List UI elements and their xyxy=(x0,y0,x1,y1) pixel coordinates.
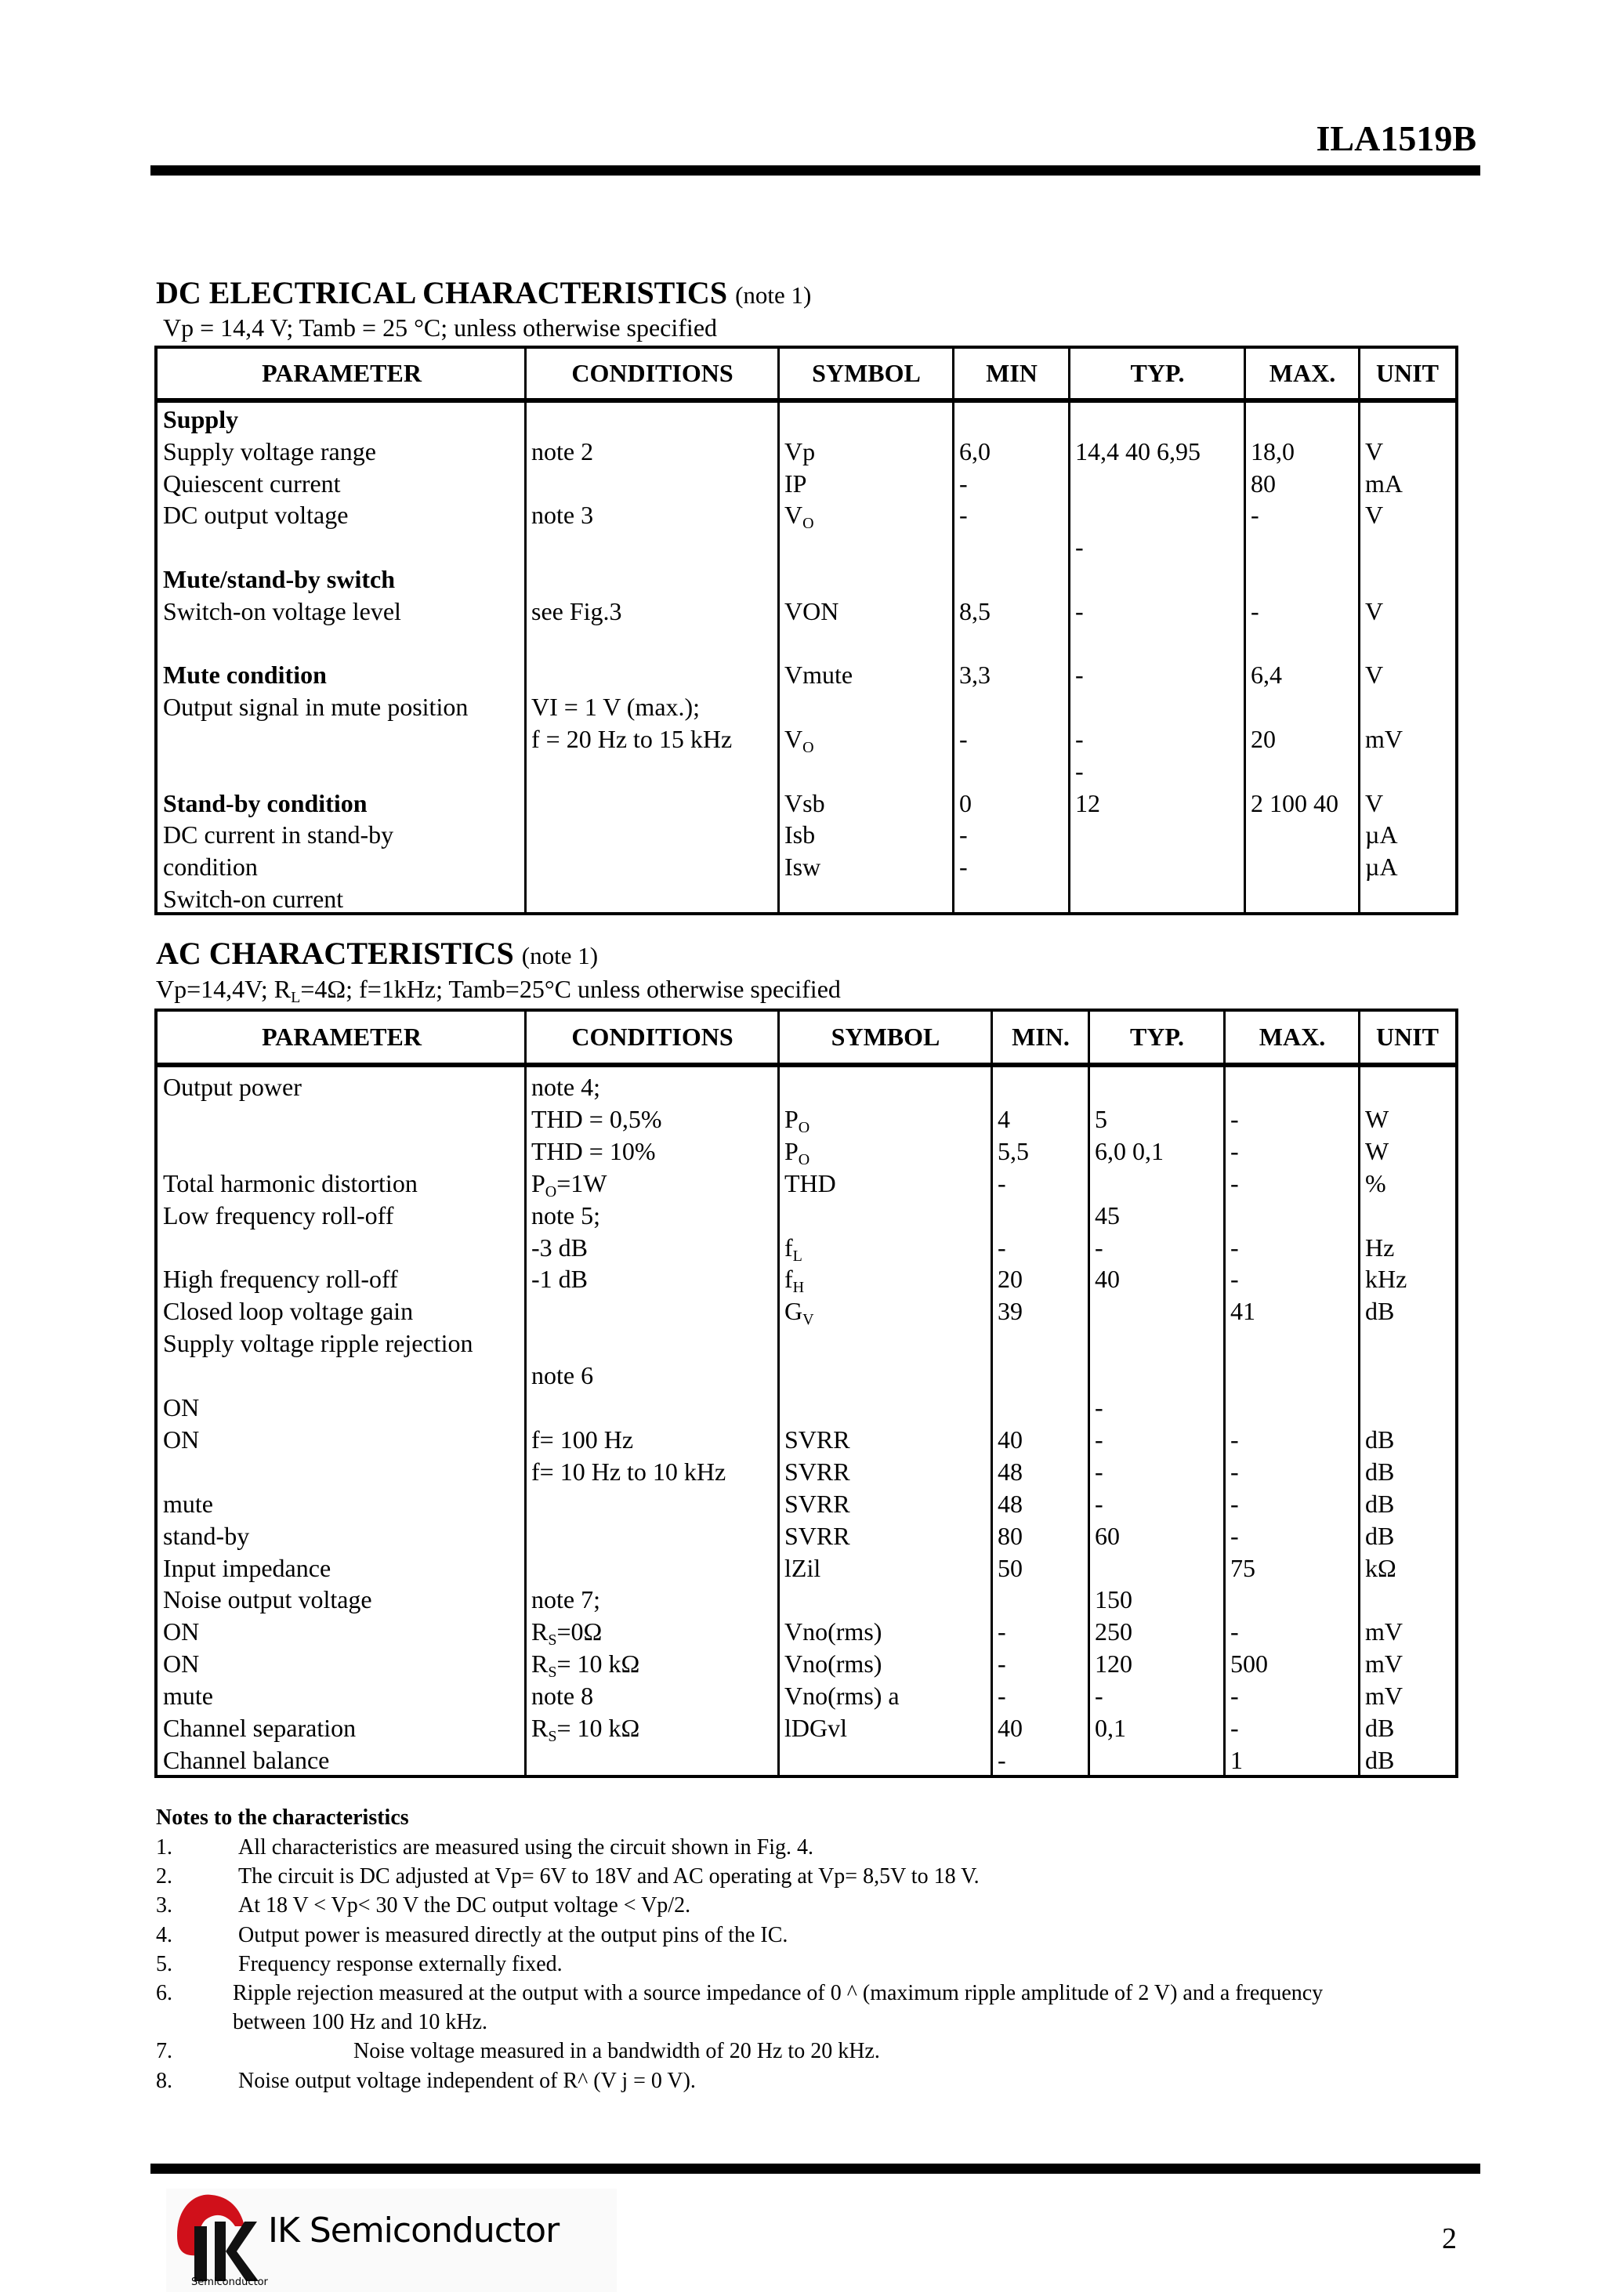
note-text-continued: between 100 Hz and 10 kHz. xyxy=(233,2010,488,2035)
ac-cell-min: 4 xyxy=(998,1104,1010,1133)
ik-semiconductor-logo xyxy=(166,2189,617,2292)
dc-cell-unit: µA xyxy=(1365,820,1398,849)
subscript: S xyxy=(548,1631,557,1650)
ac-cell-unit: mV xyxy=(1365,1617,1403,1646)
dc-cell-symbol: VON xyxy=(784,596,839,625)
ac-cell-min: - xyxy=(998,1682,1006,1711)
logo-text: IK Semiconductor xyxy=(268,2211,560,2251)
dc-cell-unit: V xyxy=(1365,788,1384,817)
ac-cell-typ: - xyxy=(1095,1425,1103,1454)
ac-cell-min: - xyxy=(998,1650,1006,1679)
header-symbol: SYMBOL xyxy=(831,1023,940,1051)
column-divider xyxy=(1244,349,1246,912)
ac-cell-typ: 5 xyxy=(1095,1104,1107,1133)
header-divider xyxy=(158,1063,1455,1067)
dc-cell-max: 2 100 40 xyxy=(1251,788,1338,817)
dc-cell-unit: mA xyxy=(1365,469,1403,498)
ac-cell-max: - xyxy=(1230,1265,1239,1294)
dc-cell-parameter: Switch-on current xyxy=(163,885,344,913)
ac-cell-unit: W xyxy=(1365,1136,1389,1165)
subscript: O xyxy=(798,1118,810,1136)
subscript: H xyxy=(792,1279,805,1297)
dc-cell-symbol: Vp xyxy=(784,436,816,465)
ac-cell-max: - xyxy=(1230,1168,1239,1197)
ac-cell-symbol: $f_H$ xyxy=(784,1265,805,1297)
header-max: MAX. xyxy=(1269,359,1336,387)
ac-cell-parameter: ON xyxy=(163,1425,200,1454)
ac-cell-min: 50 xyxy=(998,1553,1023,1582)
ac-cell-conditions: note 4; xyxy=(531,1073,600,1101)
ac-cell-unit: W xyxy=(1365,1104,1389,1133)
ac-cell-max: - xyxy=(1230,1682,1239,1711)
ac-title-text: AC CHARACTERISTICS xyxy=(156,936,514,971)
ac-cell-parameter: Closed loop voltage gain xyxy=(163,1297,414,1326)
ac-cell-symbol: $G_V$ xyxy=(784,1297,814,1329)
ac-cell-max: - xyxy=(1230,1714,1239,1742)
footer-rule xyxy=(150,2164,1480,2174)
dc-cell-conditions: note 3 xyxy=(531,501,594,530)
dc-cell-min: - xyxy=(959,469,968,498)
column-divider xyxy=(524,349,527,912)
ac-cell-typ: 150 xyxy=(1095,1585,1132,1614)
ac-cell-typ: 40 xyxy=(1095,1265,1120,1294)
note-text: All characteristics are measured using the circuit shown in Fig. 4. xyxy=(238,1835,814,1860)
ac-cell-symbol: Vno(rms) a xyxy=(784,1682,900,1711)
ac-cell-conditions: $R_S= 10$ kΩ xyxy=(531,1714,640,1745)
ac-cell-min: 48 xyxy=(998,1489,1023,1518)
ac-cell-parameter: High frequency roll-off xyxy=(163,1265,398,1294)
ac-cell-max: - xyxy=(1230,1104,1239,1133)
note-number: 3. xyxy=(156,1893,172,1918)
ac-cell-unit: dB xyxy=(1365,1297,1395,1326)
ac-cell-max: 41 xyxy=(1230,1297,1255,1326)
ac-cell-typ: - xyxy=(1095,1233,1103,1262)
dc-cell-symbol: $V_O$ xyxy=(784,501,814,533)
ac-subtitle-sub: L xyxy=(291,989,301,1006)
ac-cell-min: 40 xyxy=(998,1425,1023,1454)
ac-cell-symbol: lDGvl xyxy=(784,1714,847,1742)
ac-cell-typ: 6,0 0,1 xyxy=(1095,1136,1164,1165)
ac-cell-unit: dB xyxy=(1365,1457,1395,1486)
ac-cell-typ: - xyxy=(1095,1457,1103,1486)
note-number: 4. xyxy=(156,1922,172,1947)
ac-cell-min: 48 xyxy=(998,1457,1023,1486)
header-divider xyxy=(158,398,1455,403)
ac-cell-unit: dB xyxy=(1365,1425,1395,1454)
ac-cell-parameter: ON xyxy=(163,1650,200,1679)
subscript: S xyxy=(548,1664,557,1682)
ac-cell-max: - xyxy=(1230,1489,1239,1518)
dc-title-text: DC ELECTRICAL CHARACTERISTICS xyxy=(156,275,728,310)
ac-cell-max: - xyxy=(1230,1425,1239,1454)
ac-cell-symbol: THD xyxy=(784,1168,836,1197)
dc-cell-max: 18,0 xyxy=(1251,436,1295,465)
dc-cell-unit: µA xyxy=(1365,853,1398,882)
note-number: 5. xyxy=(156,1951,172,1976)
ac-cell-unit: dB xyxy=(1365,1489,1395,1518)
dc-cell-unit: V xyxy=(1365,501,1384,530)
note-text: Noise output voltage independent of R^ (V j = 0 V). xyxy=(238,2068,696,2093)
dc-cell-max: 80 xyxy=(1251,469,1276,498)
column-divider xyxy=(1068,349,1070,912)
ac-cell-max: - xyxy=(1230,1521,1239,1550)
dc-cell-typ: - xyxy=(1075,661,1084,690)
note-number: 7. xyxy=(156,2039,172,2064)
ac-cell-typ: - xyxy=(1095,1682,1103,1711)
ac-cell-parameter: mute xyxy=(163,1489,213,1518)
dc-cell-max: - xyxy=(1251,501,1259,530)
ac-cell-conditions: note 6 xyxy=(531,1361,594,1390)
dc-cell-parameter: Supply xyxy=(163,405,239,433)
ac-cell-unit: % xyxy=(1365,1168,1386,1197)
ac-cell-max: - xyxy=(1230,1136,1239,1165)
ac-cell-parameter: ON xyxy=(163,1393,200,1421)
header-conditions: CONDITIONS xyxy=(571,359,733,387)
dc-cell-typ: - xyxy=(1075,596,1084,625)
note-text: At 18 V < Vp< 30 V the DC output voltage < Vp/2. xyxy=(238,1893,691,1918)
dc-cell-conditions: see Fig.3 xyxy=(531,596,622,625)
dc-cell-symbol: IP xyxy=(784,469,807,498)
header-typ: TYP. xyxy=(1129,1023,1185,1051)
dc-cell-symbol: $V_O$ xyxy=(784,725,814,756)
column-divider xyxy=(1223,1012,1226,1775)
dc-cell-parameter: Mute/stand-by switch xyxy=(163,565,396,593)
ac-cell-conditions: $R_S= 10$ kΩ xyxy=(531,1650,640,1682)
note-text: The circuit is DC adjusted at Vp= 6V to 18V and AC operating at Vp= 8,5V to 18 V. xyxy=(238,1864,980,1889)
ac-cell-parameter: Low frequency roll-off xyxy=(163,1201,394,1229)
dc-cell-min: 6,0 xyxy=(959,436,991,465)
header-parameter: PARAMETER xyxy=(262,359,422,387)
dc-cell-max: 20 xyxy=(1251,725,1276,753)
ac-cell-min: 5,5 xyxy=(998,1136,1029,1165)
ac-cell-max: 1 xyxy=(1230,1745,1243,1774)
subscript: O xyxy=(802,515,814,533)
ac-cell-symbol: SVRR xyxy=(784,1521,850,1550)
dc-cell-conditions: VI = 1 V (max.); xyxy=(531,693,701,722)
ac-cell-max: - xyxy=(1230,1457,1239,1486)
subscript: O xyxy=(798,1150,810,1168)
dc-cell-min: - xyxy=(959,501,968,530)
ac-cell-max: 500 xyxy=(1230,1650,1268,1679)
ac-cell-symbol: lZil xyxy=(784,1553,821,1582)
dc-cell-unit: V xyxy=(1365,661,1384,690)
column-divider xyxy=(1358,1012,1360,1775)
subscript: O xyxy=(545,1182,557,1201)
dc-cell-typ: - xyxy=(1075,725,1084,753)
notes-heading: Notes to the characteristics xyxy=(156,1805,409,1830)
ac-cell-typ: 120 xyxy=(1095,1650,1132,1679)
note-text: Noise voltage measured in a bandwidth of 20 Hz to 20 kHz. xyxy=(353,2039,880,2064)
dc-cell-parameter: Output signal in mute position xyxy=(163,693,469,722)
ac-cell-typ: 60 xyxy=(1095,1521,1120,1550)
dc-cell-parameter: Switch-on voltage level xyxy=(163,596,401,625)
ac-cell-parameter: Output power xyxy=(163,1073,302,1101)
ac-cell-min: 80 xyxy=(998,1521,1023,1550)
ac-cell-parameter: Noise output voltage xyxy=(163,1585,372,1614)
subscript: V xyxy=(802,1311,814,1329)
note-text: Frequency response externally fixed. xyxy=(238,1951,563,1976)
dc-cell-parameter: Supply voltage range xyxy=(163,436,376,465)
header-typ: TYP. xyxy=(1130,359,1185,387)
ac-characteristics-table xyxy=(154,1009,1458,1778)
ac-cell-unit: mV xyxy=(1365,1682,1403,1711)
note-number: 6. xyxy=(156,1981,172,2005)
dc-cell-parameter: DC current in stand-by xyxy=(163,820,394,849)
note-text: Output power is measured directly at the output pins of the IC. xyxy=(238,1922,788,1947)
dc-cell-min: 3,3 xyxy=(959,661,991,690)
ac-cell-symbol: SVRR xyxy=(784,1457,850,1486)
ac-cell-parameter: Channel separation xyxy=(163,1714,357,1742)
logo-small-text: Semiconductor xyxy=(191,2276,268,2288)
dc-cell-min: 0 xyxy=(959,788,972,817)
column-divider xyxy=(952,349,954,912)
page-number: 2 xyxy=(1442,2222,1457,2255)
note-number: 2. xyxy=(156,1864,172,1889)
header-conditions: CONDITIONS xyxy=(571,1023,733,1051)
ac-cell-unit: mV xyxy=(1365,1650,1403,1679)
ac-cell-parameter: Supply voltage ripple rejection xyxy=(163,1329,473,1358)
dc-cell-min: 8,5 xyxy=(959,596,991,625)
ac-cell-typ: 45 xyxy=(1095,1201,1120,1229)
ac-cell-parameter: Total harmonic distortion xyxy=(163,1168,418,1197)
ac-cell-conditions: THD = 10% xyxy=(531,1136,656,1165)
ac-cell-conditions: -1 dB xyxy=(531,1265,588,1294)
header-symbol: SYMBOL xyxy=(812,359,921,387)
ac-cell-parameter: Input impedance xyxy=(163,1553,331,1582)
dc-cell-max: 6,4 xyxy=(1251,661,1282,690)
ac-subtitle xyxy=(156,975,841,1004)
document-id: ILA1519B xyxy=(1316,118,1476,158)
dc-cell-parameter: Stand-by condition xyxy=(163,788,368,817)
ac-cell-min: - xyxy=(998,1745,1006,1774)
header-unit: UNIT xyxy=(1375,1023,1439,1051)
ac-cell-conditions: f= 10 Hz to 10 kHz xyxy=(531,1457,726,1486)
ac-cell-symbol: SVRR xyxy=(784,1489,850,1518)
ac-subtitle-b: =4Ω; f=1kHz; Tamb=25°C unless otherwise specified xyxy=(300,975,841,1003)
column-divider xyxy=(1088,1012,1090,1775)
ac-cell-max: - xyxy=(1230,1617,1239,1646)
dc-title-note: (note 1) xyxy=(735,281,812,309)
subscript: S xyxy=(548,1728,557,1745)
dc-cell-typ: 14,4 40 6,95 xyxy=(1075,436,1201,465)
dc-subtitle: Vp = 14,4 V; Tamb = 25 °C; unless otherwise specified xyxy=(163,313,718,342)
ac-cell-conditions: note 5; xyxy=(531,1201,600,1229)
dc-cell-conditions: note 2 xyxy=(531,436,594,465)
ac-cell-typ: 250 xyxy=(1095,1617,1132,1646)
dc-cell-typ: - xyxy=(1075,533,1084,562)
dc-cell-min: - xyxy=(959,853,968,882)
dc-cell-symbol: Vsb xyxy=(784,788,825,817)
ac-cell-conditions: THD = 0,5% xyxy=(531,1104,662,1133)
ac-cell-unit: kHz xyxy=(1365,1265,1407,1294)
column-divider xyxy=(777,349,780,912)
ac-cell-symbol: $f_L$ xyxy=(784,1233,802,1265)
ac-cell-conditions: $R_S=0\Omega$ xyxy=(531,1617,603,1650)
dc-cell-unit: V xyxy=(1365,596,1384,625)
ac-subtitle-a: Vp=14,4V; R xyxy=(156,975,292,1003)
note-number: 1. xyxy=(156,1835,172,1860)
ac-cell-conditions: note 7; xyxy=(531,1585,600,1614)
ac-cell-parameter: ON xyxy=(163,1617,200,1646)
dc-cell-unit: mV xyxy=(1365,725,1403,753)
ac-cell-typ: 0,1 xyxy=(1095,1714,1126,1742)
dc-cell-min: - xyxy=(959,725,968,753)
ac-cell-symbol: $P_O$ xyxy=(784,1104,810,1136)
dc-cell-conditions: f = 20 Hz to 15 kHz xyxy=(531,725,733,753)
subscript: L xyxy=(792,1247,802,1265)
column-divider xyxy=(777,1012,780,1775)
header-max: MAX. xyxy=(1259,1023,1326,1051)
header-unit: UNIT xyxy=(1375,359,1439,387)
header-rule xyxy=(150,165,1480,176)
dc-characteristics-table xyxy=(154,346,1458,915)
ac-cell-typ: - xyxy=(1095,1489,1103,1518)
ac-cell-unit: Hz xyxy=(1365,1233,1395,1262)
ac-section-title xyxy=(156,935,598,972)
ac-cell-parameter: Channel balance xyxy=(163,1745,330,1774)
dc-section-title xyxy=(156,274,811,311)
note-number: 8. xyxy=(156,2068,172,2093)
ac-cell-min: - xyxy=(998,1168,1006,1197)
dc-cell-typ: 12 xyxy=(1075,788,1100,817)
ac-cell-max: 75 xyxy=(1230,1553,1255,1582)
ac-cell-parameter: mute xyxy=(163,1682,213,1711)
ac-cell-min: 40 xyxy=(998,1714,1023,1742)
note-text: Ripple rejection measured at the output with a source impedance of 0 ^ (maximum ripple amplitude of 2 V) and a frequency xyxy=(233,1981,1324,2005)
ac-cell-conditions: $P_O=1W$ xyxy=(531,1168,607,1201)
header-parameter: PARAMETER xyxy=(262,1023,422,1051)
dc-cell-parameter: Quiescent current xyxy=(163,469,341,498)
dc-cell-unit: V xyxy=(1365,436,1384,465)
ac-cell-conditions: -3 dB xyxy=(531,1233,588,1262)
ac-cell-max: - xyxy=(1230,1233,1239,1262)
ac-cell-typ: - xyxy=(1095,1393,1103,1421)
ac-cell-symbol: SVRR xyxy=(784,1425,850,1454)
dc-cell-typ: - xyxy=(1075,756,1084,785)
ac-cell-symbol: $P_O$ xyxy=(784,1136,810,1168)
ac-cell-conditions: f= 100 Hz xyxy=(531,1425,634,1454)
ac-cell-unit: kΩ xyxy=(1365,1553,1396,1582)
ac-cell-min: - xyxy=(998,1617,1006,1646)
ac-cell-symbol: Vno(rms) xyxy=(784,1650,882,1679)
ac-cell-unit: dB xyxy=(1365,1521,1395,1550)
ac-cell-min: 20 xyxy=(998,1265,1023,1294)
dc-cell-symbol: Vmute xyxy=(784,661,853,690)
column-divider xyxy=(1358,349,1360,912)
column-divider xyxy=(524,1012,527,1775)
dc-cell-parameter: Mute condition xyxy=(163,661,327,690)
ac-cell-unit: dB xyxy=(1365,1714,1395,1742)
dc-cell-symbol: Isb xyxy=(784,820,816,849)
ac-cell-unit: dB xyxy=(1365,1745,1395,1774)
ac-cell-conditions: note 8 xyxy=(531,1682,594,1711)
dc-cell-parameter: DC output voltage xyxy=(163,501,349,530)
dc-cell-symbol: Isw xyxy=(784,853,821,882)
dc-cell-min: - xyxy=(959,820,968,849)
header-min: MIN xyxy=(986,359,1038,387)
column-divider xyxy=(991,1012,993,1775)
dc-cell-max: - xyxy=(1251,596,1259,625)
ac-title-note: (note 1) xyxy=(521,942,599,969)
ac-cell-parameter: stand-by xyxy=(163,1521,250,1550)
ac-cell-min: 39 xyxy=(998,1297,1023,1326)
dc-cell-parameter: condition xyxy=(163,853,258,882)
subscript: O xyxy=(802,739,814,756)
header-min: MIN. xyxy=(1012,1023,1070,1051)
ac-cell-symbol: Vno(rms) xyxy=(784,1617,882,1646)
ac-cell-min: - xyxy=(998,1233,1006,1262)
